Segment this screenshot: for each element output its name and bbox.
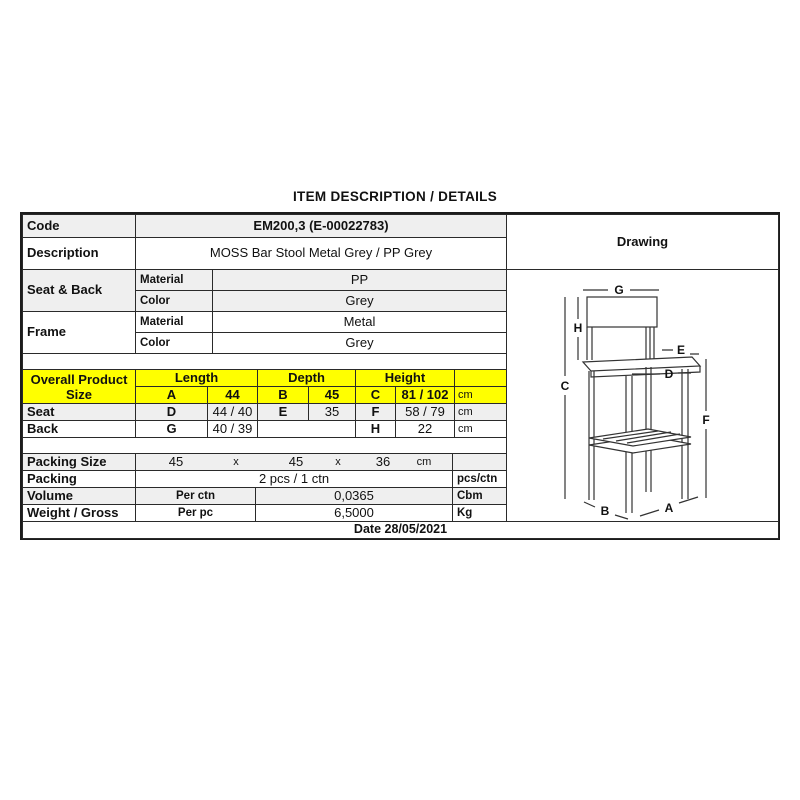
packing-size-x-2: x: [335, 455, 341, 468]
back-unit: cm: [454, 420, 507, 438]
seat-row-label: Seat: [22, 403, 136, 421]
height-header: Height: [355, 369, 455, 387]
seat-back-color-value: Grey: [212, 290, 507, 312]
frame-material-value: Metal: [212, 311, 507, 333]
seat-length-key: D: [135, 403, 208, 421]
overall-unit: cm: [454, 386, 507, 404]
dim-label-f: F: [702, 413, 710, 427]
length-header: Length: [135, 369, 258, 387]
frame-material-label: Material: [135, 311, 213, 333]
seat-height-value: 58 / 79: [395, 403, 455, 421]
packing-label: Packing: [22, 470, 136, 488]
packing-size-label: Packing Size: [22, 453, 136, 471]
seat-length-value: 44 / 40: [207, 403, 258, 421]
drawing-header: Drawing: [506, 214, 779, 270]
frame-color-label: Color: [135, 332, 213, 354]
packing-size-dim-3: 36: [375, 453, 391, 469]
overall-height-value: 81 / 102: [395, 386, 455, 404]
volume-unit: Cbm: [452, 487, 507, 505]
back-row-label: Back: [22, 420, 136, 438]
back-length-value: 40 / 39: [207, 420, 258, 438]
packing-size-unit: cm: [416, 455, 432, 468]
weight-basis: Per pc: [135, 504, 256, 522]
volume-basis: Per ctn: [135, 487, 256, 505]
seat-unit: cm: [454, 403, 507, 421]
dim-label-b: B: [600, 504, 610, 518]
packing-size-x-1: x: [233, 455, 239, 468]
overall-depth-value: 45: [308, 386, 356, 404]
back-height-key: H: [355, 420, 396, 438]
drawing-cell: [506, 269, 779, 522]
date-row: Date 28/05/2021: [22, 521, 779, 539]
packing-size-dim-2: 45: [288, 453, 304, 469]
seat-back-label: Seat & Back: [22, 269, 136, 312]
packing-value: 2 pcs / 1 ctn: [135, 470, 453, 488]
overall-size-header-line2: Size: [65, 386, 92, 402]
frame-color-value: Grey: [212, 332, 507, 354]
packing-size-values: [135, 453, 453, 471]
weight-unit: Kg: [452, 504, 507, 522]
spec-sheet-table: [20, 212, 780, 540]
dim-label-c: C: [560, 379, 570, 393]
weight-label: Weight / Gross: [22, 504, 136, 522]
dim-label-e: E: [676, 343, 686, 357]
seat-height-key: F: [355, 403, 396, 421]
depth-header: Depth: [257, 369, 356, 387]
overall-height-key: C: [355, 386, 396, 404]
back-height-value: 22: [395, 420, 455, 438]
unit-header-empty: [454, 369, 507, 387]
overall-size-header-line1: Overall Product: [30, 371, 128, 387]
description-label: Description: [22, 237, 136, 270]
code-label: Code: [22, 214, 136, 238]
seat-back-color-label: Color: [135, 290, 213, 312]
packing-size-unit-empty: [452, 453, 507, 471]
dim-label-a: A: [664, 501, 674, 515]
spacer-row-2: [22, 437, 507, 454]
back-depth-empty: [257, 420, 356, 438]
overall-depth-key: B: [257, 386, 309, 404]
seat-depth-value: 35: [308, 403, 356, 421]
seat-back-material-value: PP: [212, 269, 507, 291]
spacer-row-1: [22, 353, 507, 370]
back-length-key: G: [135, 420, 208, 438]
volume-value: 0,0365: [255, 487, 453, 505]
overall-length-key: A: [135, 386, 208, 404]
overall-length-value: 44: [207, 386, 258, 404]
code-value: EM200,3 (E-00022783): [135, 214, 507, 238]
weight-value: 6,5000: [255, 504, 453, 522]
stool-drawing: [507, 270, 778, 521]
packing-unit: pcs/ctn: [452, 470, 507, 488]
description-value: MOSS Bar Stool Metal Grey / PP Grey: [135, 237, 507, 270]
overall-size-header: [22, 369, 136, 404]
dim-label-d: D: [664, 367, 674, 381]
frame-label: Frame: [22, 311, 136, 354]
seat-depth-key: E: [257, 403, 309, 421]
packing-size-dim-1: 45: [168, 453, 184, 469]
seat-back-material-label: Material: [135, 269, 213, 291]
volume-label: Volume: [22, 487, 136, 505]
dim-label-g: G: [614, 283, 624, 297]
dim-label-h: H: [573, 321, 583, 335]
page-title: ITEM DESCRIPTION / DETAILS: [292, 189, 498, 204]
